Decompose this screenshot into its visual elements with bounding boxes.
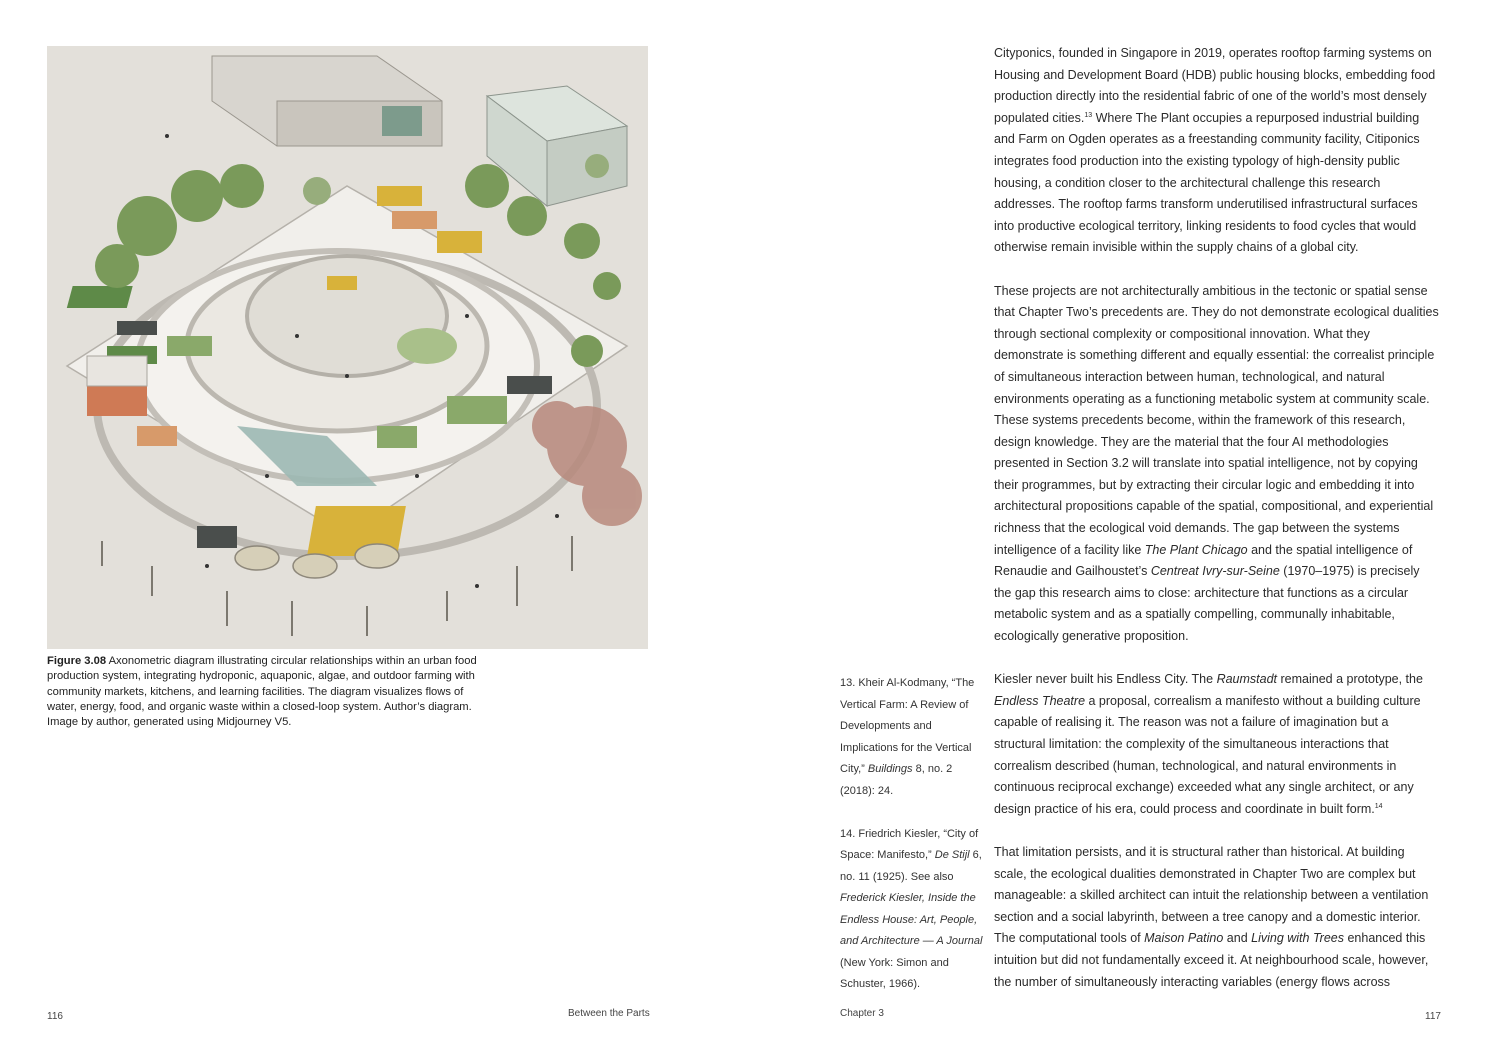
paragraph-1 (994, 43, 1440, 259)
p1-text: Cityponics, founded in Singapore in 2019, operates rooftop farming systems on Housing and Development Board (HDB) public housing blocks, embedding food production directly into the residential fabric of one of the world’s most densely populated cities. (994, 46, 1436, 125)
p2-italic-1: The Plant Chicago (1144, 542, 1248, 557)
p1-rest: Where The Plant occupies a repurposed industrial building and Farm on Ogden operates as a freestanding community facility, Citiponics integrates food production into the existing typology of high-density public housing, a condition closer to the architectural challenge this research addresses. The rooftop farms transform underutilised infrastructural surfaces into productive ecological territory, linking residents to food cycles that would otherwise remain invisible within the supply chains of a global city. (994, 110, 1420, 255)
caption-label: Figure 3.08 (47, 655, 107, 667)
fn14-text-c: (New York: Simon and Schuster, 1966). (840, 956, 949, 990)
running-head-right: Chapter 3 (840, 1008, 884, 1019)
p4-italic-2: Living with Trees (1251, 931, 1344, 946)
fn14-text-a: 14. Friedrich Kiesler, “City of Space: Manifesto,” (840, 827, 979, 861)
footnotes-column (840, 673, 988, 1017)
p3-text-a: Kiesler never built his Endless City. The (994, 672, 1217, 687)
caption-text: Axonometric diagram illustrating circular relationships within an urban food production system, integrating hydroponic, aquaponic, algae, and outdoor farming with community markets, kitchens, and learning facilities. The diagram visualizes flows of water, energy, food, and organic waste within a closed-loop system. Author’s diagram. Image by author, generated using Midjourney V5. (47, 655, 477, 729)
paragraph-3 (994, 669, 1440, 820)
paragraph-2 (994, 281, 1440, 648)
p2-text-c: (1970–1975) is precisely the gap this research aims to close: architecture that functions as a circular metabolic system and as a spatially compelling, communally inhabitable, ecologically generative proposition. (994, 564, 1420, 644)
footnote-14 (840, 824, 988, 996)
p4-text-c: enhanced this intuition but did not fundamentally exceed it. At neighbourhood scale, however, the number of simultaneously interacting variables (energy flows across (994, 931, 1429, 989)
p4-italic-1: Maison Patino (1144, 931, 1224, 946)
p4-text-b: and (1223, 931, 1252, 946)
axonometric-diagram (47, 46, 648, 649)
p2-text-a: These projects are not architecturally ambitious in the tectonic or spatial sense that Chapter Two’s precedents are. They do not demonstrate ecological dualities through sectional complexity or compositional innovation. What they demonstrate is something different and equally essential: the correalist principle of simultaneous interaction between human, technological, and natural environments operating as a functioning metabolic system at community scale. These systems precedents become, within the framework of this research, design knowledge. They are the material that the four AI methodologies presented in Section 3.2 will translate into spatial intelligence, not by copying their programmes, but by extracting their circular logic and embedding it into architectural propositions capable of the spatial, compositional, and experiential richness that the ecological void demands. The gap between the systems intelligence of a facility like (994, 283, 1439, 557)
main-text-column (994, 43, 1440, 993)
fn14-italic-2: Frederick Kiesler, Inside the Endless House: Art, People, and Architecture — A Journal (840, 892, 983, 947)
fn13-italic: Buildings (867, 763, 913, 775)
p3-text-b: remained a prototype, the (1277, 672, 1423, 687)
p2-italic-2: Centreat Ivry-sur-Seine (1150, 564, 1280, 579)
p2-text-b: and the spatial intelligence of Renaudie and Gailhoustet’s (994, 542, 1413, 579)
fn13-text-a: 13. Kheir Al-Kodmany, “The Vertical Farm: A Review of Developments and Implications for the Vertical City,” (840, 677, 975, 775)
footnote-ref-13[interactable]: 13 (1084, 111, 1093, 119)
figure-caption (47, 654, 493, 730)
fn14-text-b: 6, no. 11 (1925). See also (840, 849, 982, 883)
p3-text-c: a proposal, correalism a manifesto without a building culture capable of realising it. The reason was not a failure of imagination but a structural limitation: the complexity of the simultaneous interactions that correalism described (human, technological, and natural environments in continuous reciprocal exchange) exceeded what any single architect, or any design practice of his era, could process and coordinate in built form. (994, 693, 1421, 816)
footnote-13 (840, 673, 988, 802)
footnote-ref-14[interactable]: 14 (1374, 802, 1383, 810)
fn13-text-b: 8, no. 2 (2018): 24. (840, 763, 953, 797)
p3-italic-1: Raumstadt (1216, 672, 1278, 687)
p4-text-a: That limitation persists, and it is structural rather than historical. At building scale, the ecological dualities demonstrated in Chapter Two are complex but manageable: a skilled architect can intuit the relationship between a ventilation section and a social labyrinth, between a tree canopy and a domestic interior. The computational tools of (994, 844, 1429, 946)
page-number-left: 116 (47, 1011, 63, 1022)
page-number-right: 117 (1425, 1011, 1441, 1022)
p3-italic-2: Endless Theatre (994, 693, 1086, 708)
paragraph-4 (994, 842, 1440, 993)
running-head-left: Between the Parts (568, 1008, 650, 1019)
figure-image (47, 46, 648, 649)
fn14-italic-1: De Stijl (934, 849, 970, 861)
